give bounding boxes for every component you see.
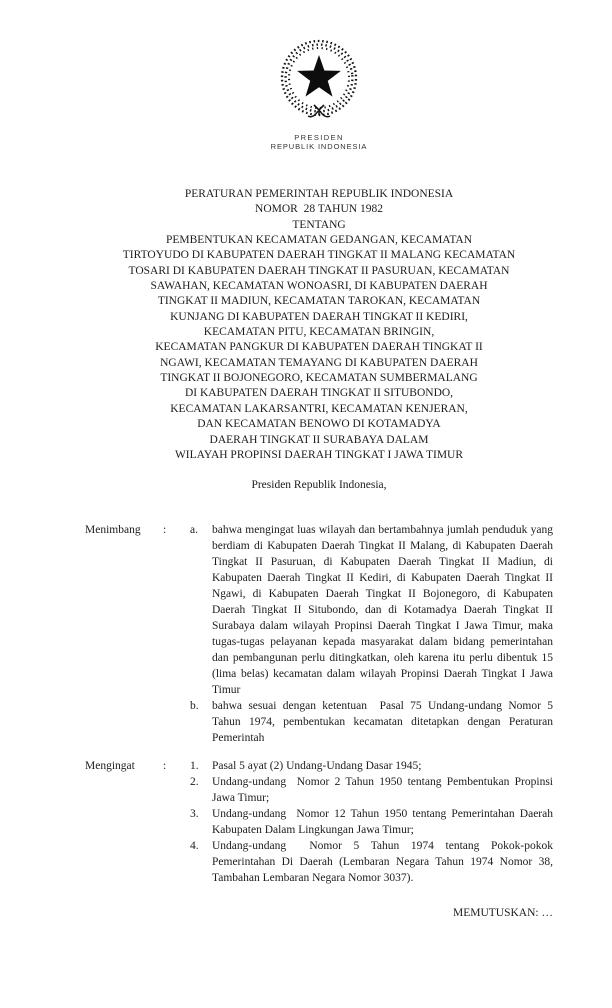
- mengingat-colon: :: [163, 760, 167, 773]
- item-text: bahwa sesuai dengan ketentuan Pasal 75 Undang-undang Nomor 5 Tahun 1974, pembentukan kecamatan ditetapkan dengan Peraturan Pemerintah: [212, 700, 553, 745]
- item-marker: a.: [190, 524, 198, 537]
- item-marker: 2.: [190, 776, 199, 789]
- letterhead: [85, 0, 553, 151]
- item-marker: 3.: [190, 808, 199, 821]
- regulation-title-line: WILAYAH PROPINSI DAERAH TINGKAT I JAWA TIMUR: [174, 448, 464, 461]
- regulation-title-line: DI KABUPATEN DAERAH TINGKAT II SITUBONDO,: [184, 387, 454, 400]
- item-marker: b.: [190, 700, 199, 713]
- regulation-title-line: PERATURAN PEMERINTAH REPUBLIK INDONESIA: [184, 188, 454, 200]
- menimbang-label: Menimbang: [85, 524, 141, 537]
- mengingat-item: [190, 838, 553, 886]
- item-text: Undang-undang Nomor 5 Tahun 1974 tentang Pokok-pokok Pemerintahan Di Daerah (Lembaran Negara Tahun 1974 Nomor 38, Tambahan Lembaran Negara Nomor 3037).: [212, 840, 553, 885]
- regulation-title: [85, 187, 553, 463]
- menimbang-item: [190, 698, 553, 746]
- regulation-title-line: TENTANG: [292, 218, 346, 231]
- mengingat-item: [190, 806, 553, 838]
- regulation-title-line: KUNJANG DI KABUPATEN DAERAH TINGKAT II KEDIRI,: [170, 310, 468, 323]
- mengingat-section: [85, 758, 553, 886]
- regulation-title-line: PEMBENTUKAN KECAMATAN GEDANGAN, KECAMATAN: [165, 234, 473, 247]
- mengingat-items: [190, 758, 553, 886]
- star-icon: [297, 55, 341, 97]
- item-text: Pasal 5 ayat (2) Undang-Undang Dasar 1945;: [212, 760, 422, 773]
- item-marker: 4.: [190, 840, 199, 853]
- mengingat-item: [190, 758, 553, 774]
- item-text: Undang-undang Nomor 12 Tahun 1950 tentang Pemerintahan Daerah Kabupaten Dalam Lingkungan Jawa Timur;: [212, 808, 553, 837]
- regulation-title-line: KECAMATAN LAKARSANTRI, KECAMATAN KENJERAN,: [170, 402, 468, 415]
- item-text: bahwa mengingat luas wilayah dan bertambahnya jumlah penduduk yang berdiam di Kabupaten Daerah Tingkat II Malang, di Kabupaten Daerah Tingkat II Pasuruan, di Kabupaten Daerah Tingkat II Madiun, di Kabupaten Daerah Tingkat II Kediri, di Kabupaten Daerah Tingkat II Ngawi, di Kabupaten Daerah Tingkat II Bojonegoro, di Kabupaten Daerah Tingkat II Situbondo, dan di Kotamadya Daerah Tingkat II Surabaya dalam wilayah Propinsi Daerah Tingkat I Jawa Timur, maka tugas-tugas pelayanan kepada masyarakat dalam bidang pemerintahan dan pembangunan perlu ditingkatkan, oleh karena itu perlu dibentuk 15 (lima belas) kecamatan dalam wilayah Propinsi Daerah Tingkat I Jawa Timur: [212, 524, 553, 697]
- item-marker: 1.: [190, 760, 199, 773]
- mengingat-label: Mengingat: [85, 760, 135, 773]
- regulation-title-line: TOSARI DI KABUPATEN DAERAH TINGKAT II PASURUAN, KECAMATAN: [128, 264, 510, 277]
- regulation-title-line: NGAWI, KECAMATAN TEMAYANG DI KABUPATEN DAERAH: [160, 356, 478, 369]
- menimbang-item: [190, 522, 553, 698]
- regulation-title-line: SAWAHAN, KECAMATAN WONOASRI, DI KABUPATEN DAERAH: [150, 280, 488, 293]
- regulation-title-line: TINGKAT II BOJONEGORO, KECAMATAN SUMBERMALANG: [160, 372, 478, 385]
- regulation-title-line: KECAMATAN PANGKUR DI KABUPATEN DAERAH TINGKAT II: [155, 341, 483, 354]
- memutuskan-heading: MEMUTUSKAN: …: [453, 907, 553, 920]
- document-content: [85, 0, 553, 921]
- regulation-title-line: TIRTOYUDO DI KABUPATEN DAERAH TINGKAT II MALANG KECAMATAN: [122, 249, 516, 262]
- item-text: Undang-undang Nomor 2 Tahun 1950 tentang Pembentukan Propinsi Jawa Timur;: [212, 776, 553, 805]
- letterhead-presiden-label: PRESIDEN: [294, 133, 344, 142]
- menimbang-items: [190, 522, 553, 746]
- regulation-title-line: KECAMATAN PITU, KECAMATAN BRINGIN,: [203, 326, 435, 339]
- mengingat-item: [190, 774, 553, 806]
- menimbang-colon: :: [163, 524, 167, 537]
- regulation-title-line: TINGKAT II MADIUN, KECAMATAN TAROKAN, KECAMATAN: [157, 295, 481, 308]
- presidential-star-wreath-emblem: [273, 37, 365, 123]
- salutation-line: Presiden Republik Indonesia,: [251, 479, 387, 492]
- menimbang-section: [85, 522, 553, 746]
- regulation-title-line: DAERAH TINGKAT II SURABAYA DALAM: [209, 433, 429, 446]
- regulation-title-line: NOMOR 28 TAHUN 1982: [255, 203, 383, 216]
- regulation-title-line: DAN KECAMATAN BENOWO DI KOTAMADYA: [197, 418, 441, 431]
- letterhead-republik-indonesia-label: REPUBLIK INDONESIA: [270, 142, 368, 151]
